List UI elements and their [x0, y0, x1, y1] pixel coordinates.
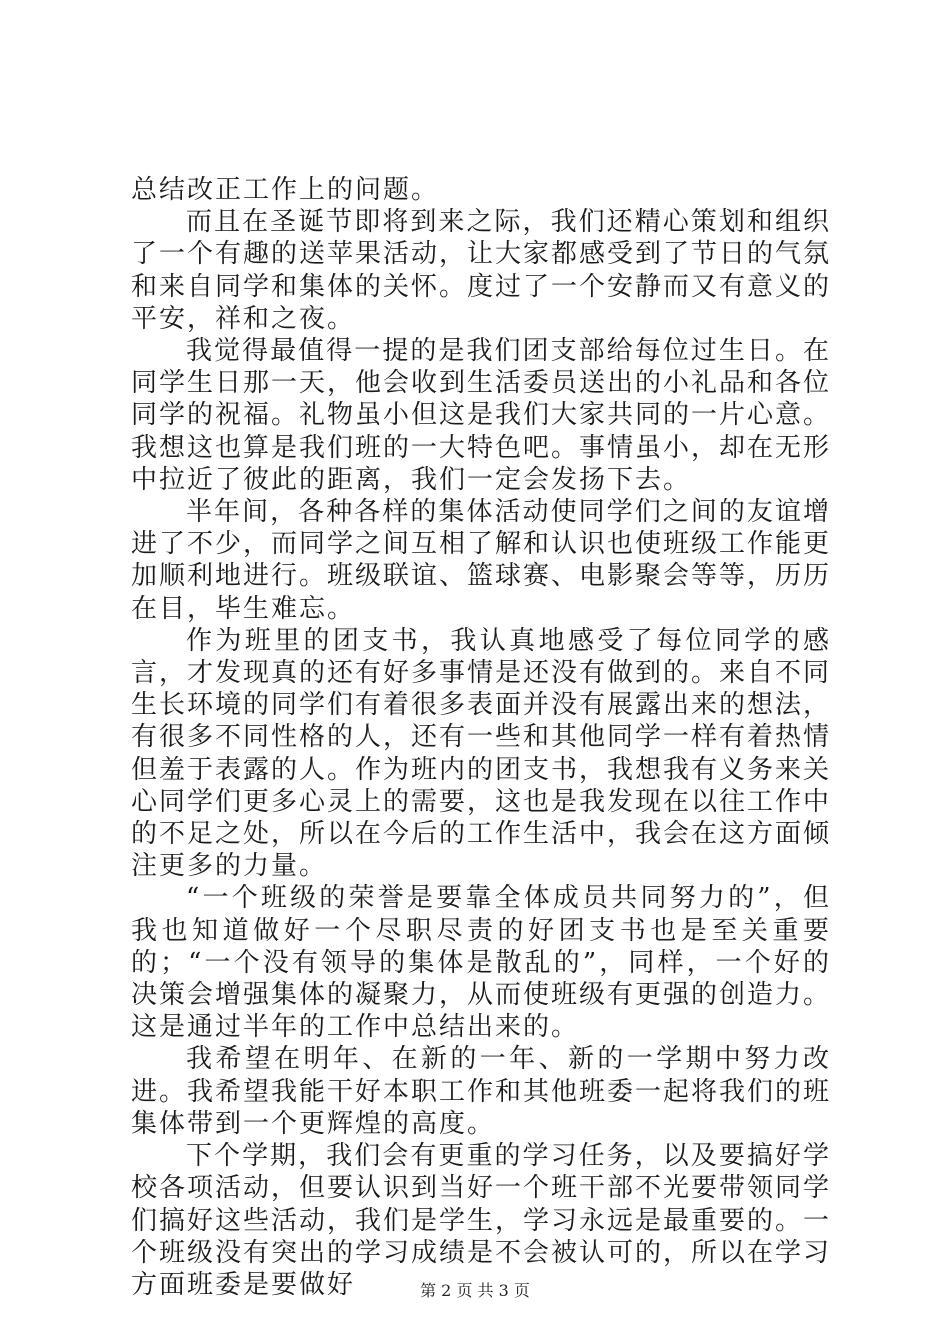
paragraph-leadership: “一个班级的荣誉是要靠全体成员共同努力的”，但我也知道做好一个尽职尽责的好团支书也是至关重要的；“一个没有领导的集体是散乱的”，同样，一个好的决策会增强集体的凝聚力，从而使班级有更强的创造力。这是通过半年的工作中总结出来的。 — [131, 883, 832, 1043]
paragraph-group-activities: 半年间，各种各样的集体活动使同学们之间的友谊增进了不少，而同学之间互相了解和认识也使班级工作能更加顺利地进行。班级联谊、篮球赛、电影聚会等等，历历在目，毕生难忘。 — [131, 497, 832, 624]
paragraph-next-semester: 下个学期，我们会有更重的学习任务，以及要搞好学校各项活动，但要认识到当好一个班干部不光要带领同学们搞好这些活动，我们是学生，学习永远是最重要的。一个班级没有突出的学习成绩是不会被认可的，所以在学习方面班委是要做好 — [131, 1141, 832, 1300]
paragraph-continuation: 总结改正工作上的问题。 — [131, 175, 440, 205]
paragraph-birthday-tradition: 我觉得最值得一提的是我们团支部给每位过生日。在同学生日那一天，他会收到生活委员送出的小礼品和各位同学的祝福。礼物虽小但这是我们大家共同的一片心意。我想这也算是我们班的一大特色吧。事情虽小，却在无形中拉近了彼此的距离，我们一定会发扬下去。 — [131, 336, 832, 495]
paragraph-new-year-hopes: 我希望在明年、在新的一年、新的一学期中努力改进。我希望我能干好本职工作和其他班委一起将我们的班集体带到一个更辉煌的高度。 — [131, 1044, 832, 1139]
paragraph-reflection: 作为班里的团支书，我认真地感受了每位同学的感言，才发现真的还有好多事情是还没有做到的。来自不同生长环境的同学们有着很多表面并没有展露出来的想法，有很多不同性格的人，还有一些和其他同学一样有着热情但羞于表露的人。作为班内的团支书，我想我有义务来关心同学们更多心灵上的需要，这也是我发现在以往工作中的不足之处，所以在今后的工作生活中，我会在这方面倾注更多的力量。 — [131, 625, 832, 882]
paragraph-christmas-activity: 而且在圣诞节即将到来之际，我们还精心策划和组织了一个有趣的送苹果活动，让大家都感受到了节日的气氛和来自同学和集体的关怀。度过了一个安静而又有意义的平安，祥和之夜。 — [131, 207, 832, 334]
document-body — [131, 174, 831, 1301]
page-number-footer: 第 2 页 共 3 页 — [420, 1281, 530, 1300]
